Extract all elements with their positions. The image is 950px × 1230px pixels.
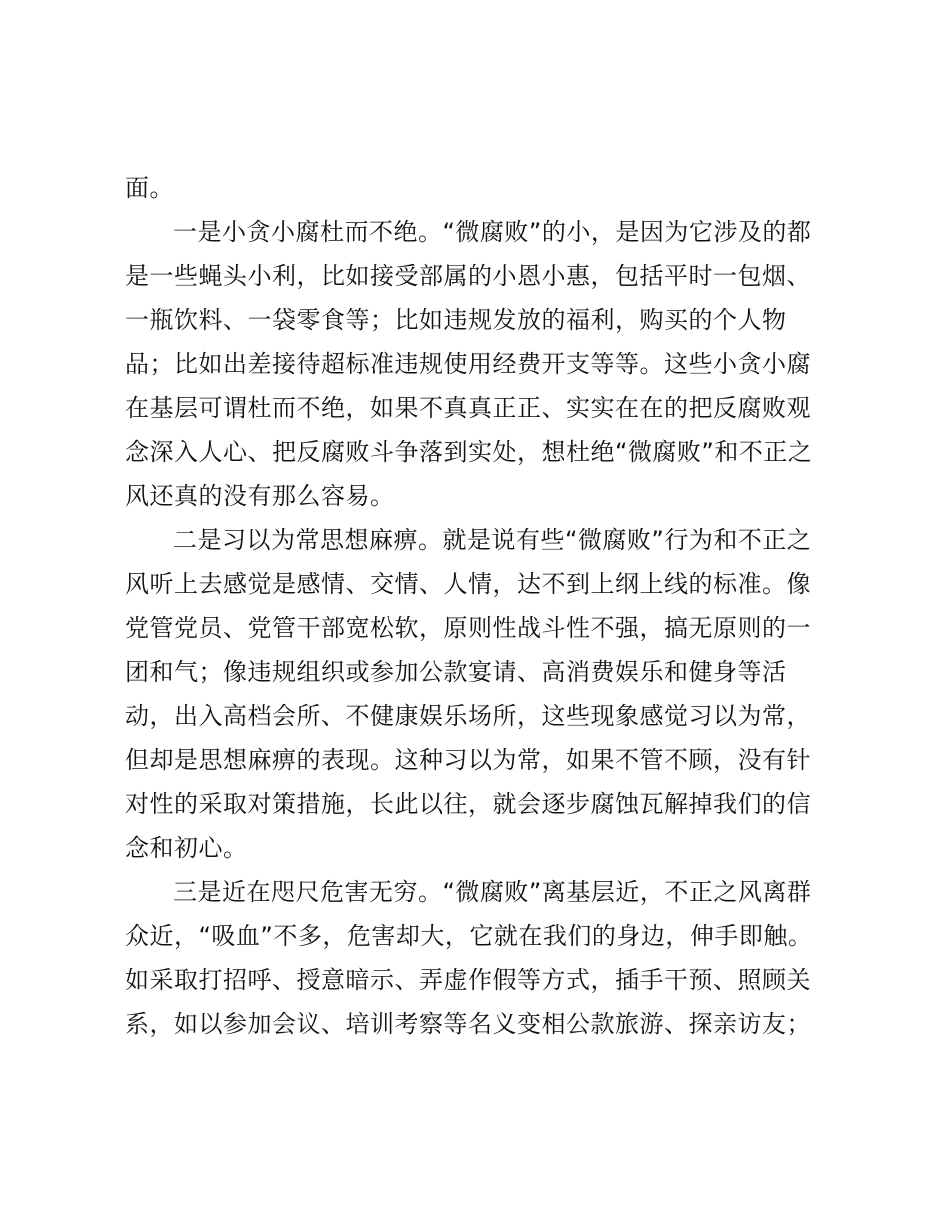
paragraph-1-first-line: 一是小贪小腐杜而不绝。“微腐败”的小，是因为它涉及的都 [173,218,812,246]
paragraph-3-first-line: 三是近在咫尺危害无穷。“微腐败”离基层近，不正之风离群 [173,878,812,906]
text-line: 动，出入高档会所、不健康娱乐场所，这些现象感觉习以为常， [125,702,811,730]
text-line: 是一些蝇头小利，比如接受部属的小恩小惠，包括平时一包烟、 [125,262,811,290]
text-line: 系，如以参加会议、培训考察等名义变相公款旅游、探亲访友； [125,1010,811,1038]
text-line: 如采取打招呼、授意暗示、弄虚作假等方式，插手干预、照顾关 [125,966,811,994]
text-line: 但却是思想麻痹的表现。这种习以为常，如果不管不顾，没有针 [125,746,811,774]
text-line: 品；比如出差接待超标准违规使用经费开支等等。这些小贪小腐 [125,350,811,378]
text-line: 念深入人心、把反腐败斗争落到实处，想杜绝“微腐败”和不正之 [125,438,813,466]
text-line: 党管党员、党管干部宽松软，原则性战斗性不强，搞无原则的一 [125,614,811,642]
text-line: 一瓶饮料、一袋零食等；比如违规发放的福利，购买的个人物 [125,306,787,334]
paragraph-2-first-line: 二是习以为常思想麻痹。就是说有些“微腐败”行为和不正之 [173,526,812,554]
text-line: 团和气；像违规组织或参加公款宴请、高消费娱乐和健身等活 [125,658,787,686]
text-line: 念和初心。 [125,834,248,862]
text-line: 风还真的没有那么容易。 [125,482,395,510]
text-line: 众近，“吸血”不多，危害却大，它就在我们的身边，伸手即触。 [125,922,813,950]
text-line: 风听上去感觉是感情、交情、人情，达不到上纲上线的标准。像 [125,570,811,598]
text-line: 在基层可谓杜而不绝，如果不真真正正、实实在在的把反腐败观 [125,394,811,422]
body-text [125,166,845,1046]
text-line: 面。 [125,174,174,202]
text-line: 对性的采取对策措施，长此以往，就会逐步腐蚀瓦解掉我们的信 [125,790,811,818]
